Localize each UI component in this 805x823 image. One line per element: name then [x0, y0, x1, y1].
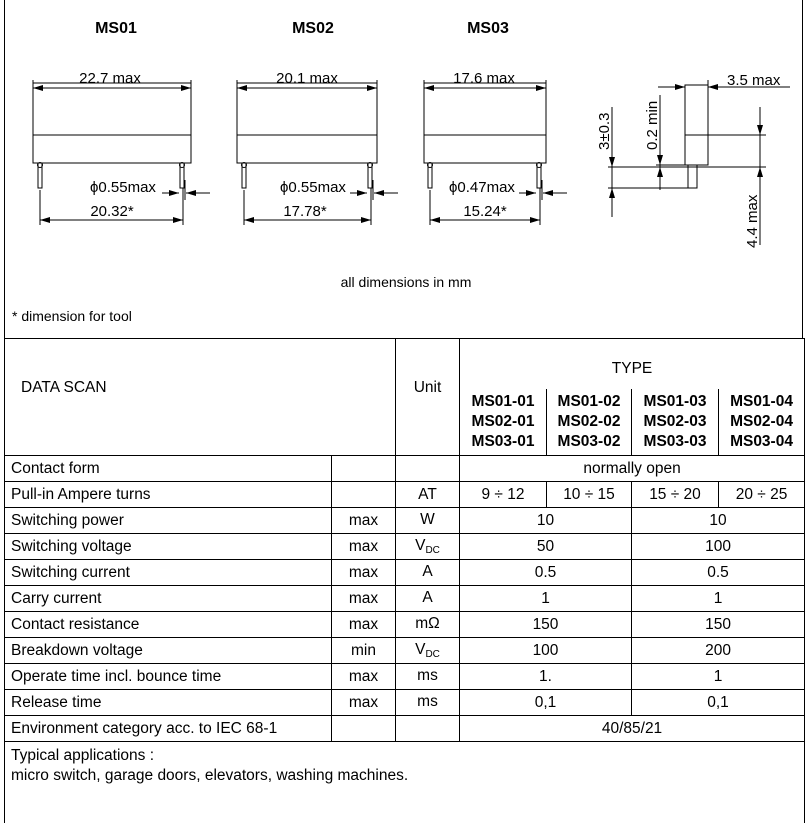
type-code: MS01-02: [557, 393, 621, 410]
type-code: MS02-01: [471, 413, 535, 430]
type-column-header: [719, 389, 805, 456]
value-group-b: 0.5: [632, 560, 805, 586]
pitch-label: 20.32*: [90, 203, 134, 220]
length-label: 22.7 max: [79, 70, 141, 87]
row-label: Breakdown voltage: [5, 638, 332, 664]
type-code: MS02-04: [730, 413, 793, 430]
model-title: MS02: [292, 20, 334, 37]
table-row: [5, 664, 805, 690]
type-code: MS01-03: [643, 393, 707, 410]
row-limit: max: [332, 560, 396, 586]
table-title: DATA SCAN: [5, 339, 396, 456]
side-view-drawing: [596, 72, 781, 248]
component-body: [424, 83, 546, 163]
data-scan-table: [4, 338, 805, 823]
value-group-a: 50: [460, 534, 632, 560]
value-group-a: 10: [460, 508, 632, 534]
row-limit: max: [332, 664, 396, 690]
unit-symbol: V: [415, 537, 426, 554]
value-group-a: 0,1: [460, 690, 632, 716]
table-row: [5, 482, 805, 508]
type-code: MS02-03: [643, 413, 707, 430]
model-title: MS01: [95, 20, 137, 37]
unit-symbol: W: [420, 511, 435, 528]
type-code: MS03-02: [557, 433, 621, 450]
pull-in-value: 10 ÷ 15: [547, 482, 632, 508]
pin-diameter-label: ϕ0.47max: [449, 179, 515, 196]
type-code: MS02-02: [557, 413, 621, 430]
row-label: Switching voltage: [5, 534, 332, 560]
row-limit: max: [332, 690, 396, 716]
unit-header: Unit: [396, 339, 460, 456]
pull-in-value: 15 ÷ 20: [632, 482, 719, 508]
row-label: Contact resistance: [5, 612, 332, 638]
applications-text: micro switch, garage doors, elevators, washing machines.: [11, 767, 409, 784]
type-column-header: [632, 389, 719, 456]
length-label: 20.1 max: [276, 70, 338, 87]
type-column-header: [460, 389, 547, 456]
row-label: Release time: [5, 690, 332, 716]
row-label: Switching power: [5, 508, 332, 534]
row-limit: min: [332, 638, 396, 664]
type-column-header: [547, 389, 632, 456]
value-group-a: 150: [460, 612, 632, 638]
component-body: [237, 83, 377, 163]
unit-symbol: mΩ: [415, 615, 440, 632]
row-unit: [396, 690, 460, 716]
row-label: Operate time incl. bounce time: [5, 664, 332, 690]
row-limit: max: [332, 508, 396, 534]
standoff-label: 3±0.3: [596, 112, 613, 150]
applications-row: [5, 742, 805, 823]
row-unit: [396, 664, 460, 690]
row-unit: [396, 638, 460, 664]
row-label: Environment category acc. to IEC 68-1: [5, 716, 332, 742]
value-group-b: 100: [632, 534, 805, 560]
value-group-b: 10: [632, 508, 805, 534]
table-row: [5, 690, 805, 716]
value-group-b: 1: [632, 586, 805, 612]
table-row: [5, 638, 805, 664]
side-pin: [688, 165, 697, 188]
ms01-drawing: [79, 20, 156, 220]
row-limit: max: [332, 612, 396, 638]
table-row: [5, 534, 805, 560]
pin-diameter-label: ϕ0.55max: [90, 179, 156, 196]
type-code: MS01-01: [471, 393, 535, 410]
value-group-b: 150: [632, 612, 805, 638]
height-label: 4.4 max: [744, 194, 761, 248]
table-row: [5, 560, 805, 586]
unit-symbol: ms: [417, 667, 438, 684]
pitch-label: 15.24*: [463, 203, 507, 220]
units-note: all dimensions in mm: [340, 274, 472, 290]
value-group-a: 1: [460, 586, 632, 612]
unit-symbol: A: [422, 563, 433, 580]
value-group-a: 1.: [460, 664, 632, 690]
row-unit: AT: [396, 482, 460, 508]
row-label: Pull-in Ampere turns: [5, 482, 332, 508]
pitch-label: 17.78*: [283, 203, 327, 220]
dimension-drawing: [0, 0, 805, 338]
row-unit: [396, 560, 460, 586]
table-row: [5, 612, 805, 638]
unit-subscript: DC: [425, 545, 440, 556]
row-label: Contact form: [5, 456, 332, 482]
row-label: Carry current: [5, 586, 332, 612]
row-unit: [396, 586, 460, 612]
row-value: normally open: [460, 456, 805, 482]
value-group-b: 200: [632, 638, 805, 664]
gap-label: 0.2 min: [644, 100, 661, 150]
pull-in-value: 9 ÷ 12: [460, 482, 547, 508]
type-code: MS03-03: [643, 433, 707, 450]
type-code: MS03-04: [730, 433, 793, 450]
length-label: 17.6 max: [453, 70, 515, 87]
ms02-drawing: [276, 20, 346, 220]
row-label: Switching current: [5, 560, 332, 586]
side-body: [685, 85, 708, 165]
row-value: 40/85/21: [460, 716, 805, 742]
table-row: [5, 716, 805, 742]
value-group-b: 1: [632, 664, 805, 690]
tool-note: * dimension for tool: [12, 308, 132, 324]
row-unit: [396, 534, 460, 560]
unit-subscript: DC: [425, 649, 440, 660]
component-body: [33, 83, 191, 163]
unit-symbol: ms: [417, 693, 438, 710]
type-code: MS03-01: [471, 433, 535, 450]
table-row: [5, 456, 805, 482]
model-title: MS03: [467, 20, 509, 37]
row-unit: [396, 508, 460, 534]
unit-symbol: V: [415, 641, 426, 658]
unit-symbol: A: [422, 589, 433, 606]
value-group-b: 0,1: [632, 690, 805, 716]
row-limit: max: [332, 534, 396, 560]
pull-in-value: 20 ÷ 25: [719, 482, 805, 508]
pin-diameter-label: ϕ0.55max: [280, 179, 346, 196]
table-row: [5, 508, 805, 534]
type-code: MS01-04: [730, 393, 793, 410]
value-group-a: 0.5: [460, 560, 632, 586]
row-limit: max: [332, 586, 396, 612]
table-row: [5, 586, 805, 612]
type-header: TYPE: [460, 339, 805, 390]
width-label: 3.5 max: [727, 72, 781, 89]
ms03-drawing: [449, 20, 515, 220]
row-unit: [396, 612, 460, 638]
value-group-a: 100: [460, 638, 632, 664]
applications-label: Typical applications :: [11, 747, 155, 764]
